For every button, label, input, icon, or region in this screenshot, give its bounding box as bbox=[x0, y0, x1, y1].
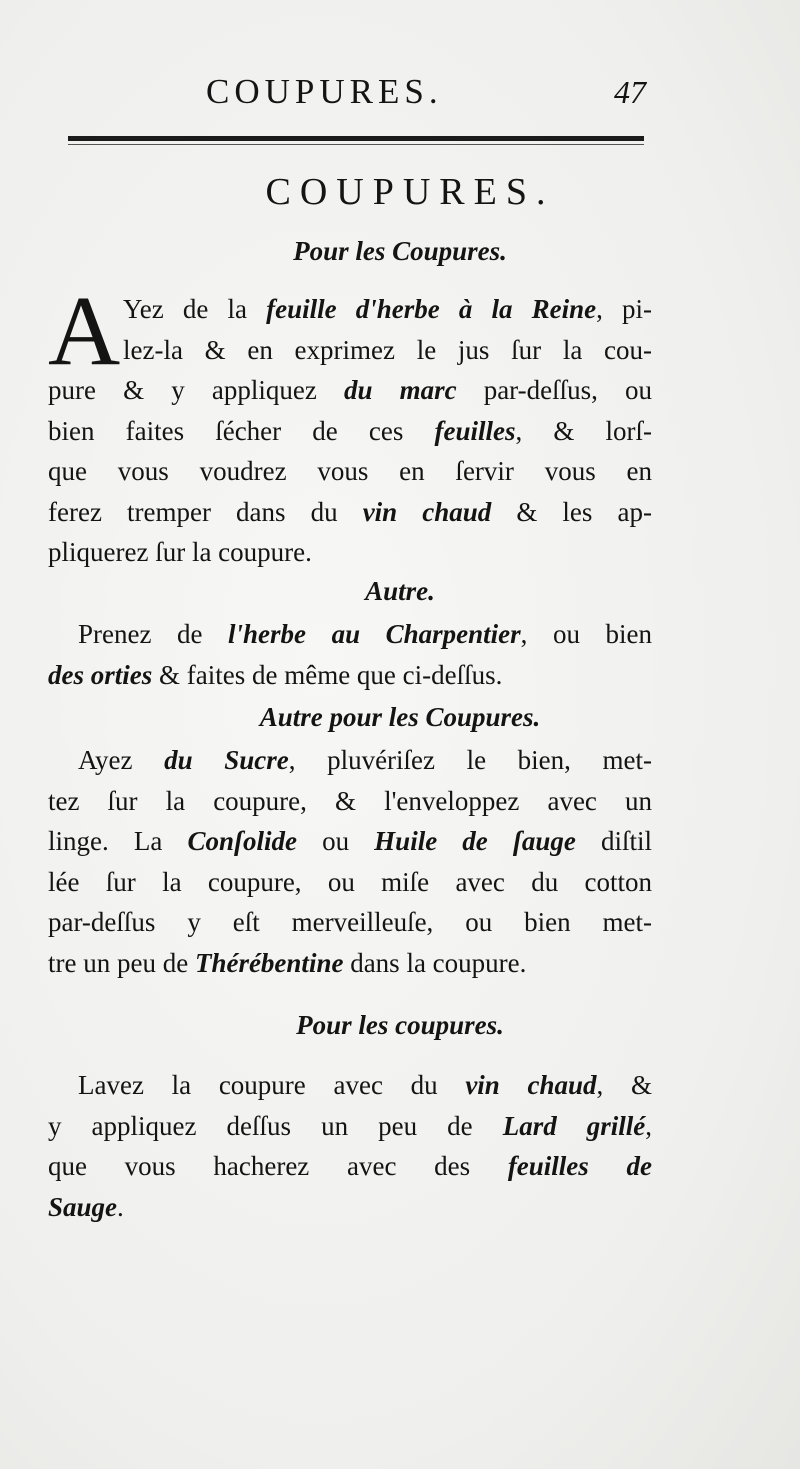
text-line bbox=[48, 1065, 652, 1106]
section-text-3 bbox=[48, 740, 652, 983]
text-run: lée ſur la coupure, ou miſe avec du cotton bbox=[48, 866, 652, 897]
text-run: par-deſſus, ou bbox=[456, 375, 652, 405]
text-line bbox=[48, 614, 652, 655]
text-run: , pluvériſez le bien, met- bbox=[288, 745, 652, 775]
text-line bbox=[48, 781, 652, 822]
text-run: & les ap- bbox=[491, 496, 652, 527]
section-heading-4: Pour les coupures. bbox=[296, 1010, 504, 1040]
text-line bbox=[48, 451, 652, 492]
chapter-title: COUPURES. bbox=[265, 171, 555, 213]
italic-term: feuilles bbox=[434, 415, 516, 446]
italic-term: feuilles de bbox=[507, 1151, 652, 1181]
text-run: bien faites ſécher de ces bbox=[48, 415, 435, 446]
text-line bbox=[48, 655, 652, 696]
text-run: que vous hacherez avec des bbox=[48, 1151, 508, 1181]
section-text-1 bbox=[48, 289, 652, 573]
text-run: tez ſur la coupure, & l'enveloppez avec un bbox=[48, 785, 652, 816]
text-run: diſtil bbox=[575, 826, 652, 856]
text-run: Ayez bbox=[78, 745, 165, 775]
text-run: , bbox=[645, 1110, 652, 1141]
section-text-4 bbox=[48, 1065, 652, 1227]
text-run: linge. La bbox=[48, 826, 188, 856]
text-run: y appliquez deſſus un peu de bbox=[48, 1110, 503, 1141]
text-line bbox=[48, 289, 652, 330]
drop-cap: A bbox=[48, 275, 121, 386]
section-heading-1: Pour les Coupures. bbox=[293, 236, 507, 266]
text-line bbox=[48, 492, 652, 533]
text-line bbox=[48, 532, 652, 573]
text-run: ferez tremper dans du bbox=[48, 496, 363, 527]
page-number: 47 bbox=[614, 74, 646, 110]
text-run: lez-la & en exprimez le jus ſur la cou- bbox=[123, 334, 652, 365]
header-rule bbox=[68, 136, 644, 141]
section-text-2 bbox=[48, 614, 652, 695]
text-run: tre un peu de bbox=[48, 947, 195, 978]
text-run: pliquerez ſur la coupure. bbox=[48, 537, 312, 567]
text-run: pure & y appliquez bbox=[48, 375, 344, 405]
text-run: Lavez la coupure avec du bbox=[78, 1070, 466, 1100]
text-line bbox=[48, 821, 652, 862]
text-run: , & bbox=[596, 1070, 652, 1100]
italic-term: du marc bbox=[343, 375, 457, 405]
italic-term: Conſolide bbox=[187, 826, 297, 856]
text-line bbox=[48, 1146, 652, 1187]
italic-term: Lard grillé bbox=[502, 1110, 646, 1141]
italic-term: Thérébentine bbox=[194, 947, 344, 978]
running-head bbox=[0, 72, 800, 112]
italic-term: feuille d'herbe à la Reine bbox=[266, 294, 597, 324]
text-run: . bbox=[117, 1191, 124, 1222]
text-run: ou bbox=[296, 826, 375, 856]
text-line bbox=[48, 411, 652, 452]
text-run: , ou bien bbox=[520, 619, 652, 649]
text-line bbox=[48, 1187, 652, 1228]
text-run: que vous voudrez vous en ſervir vous en bbox=[48, 456, 652, 486]
text-line bbox=[48, 330, 652, 371]
text-line bbox=[48, 740, 652, 781]
italic-term: vin chaud bbox=[465, 1070, 597, 1100]
italic-term: Huile de ſauge bbox=[374, 826, 576, 856]
italic-term: vin chaud bbox=[362, 496, 492, 527]
text-run: & faites de même que ci-deſſus. bbox=[152, 659, 503, 690]
italic-term: du Sucre bbox=[164, 745, 289, 775]
section-heading-2: Autre. bbox=[365, 576, 435, 606]
italic-term: des orties bbox=[48, 659, 153, 690]
text-run: Yez de la bbox=[123, 294, 267, 324]
running-head-title: COUPURES. bbox=[206, 72, 443, 111]
text-run: dans la coupure. bbox=[343, 947, 527, 978]
text-line bbox=[48, 862, 652, 903]
text-line bbox=[48, 1106, 652, 1147]
section-heading-3: Autre pour les Coupures. bbox=[259, 702, 541, 732]
text-line bbox=[48, 902, 652, 943]
text-run: , pi- bbox=[596, 294, 653, 324]
text-run: par-deſſus y eſt merveilleuſe, ou bien met- bbox=[48, 907, 652, 937]
italic-term: Sauge bbox=[48, 1191, 118, 1222]
header-rule-thin bbox=[68, 144, 644, 145]
text-line bbox=[48, 943, 652, 984]
text-run: , & lorſ- bbox=[515, 415, 652, 446]
text-line bbox=[48, 370, 652, 411]
italic-term: l'herbe au Charpentier bbox=[228, 619, 521, 649]
text-run: Prenez de bbox=[78, 619, 229, 649]
